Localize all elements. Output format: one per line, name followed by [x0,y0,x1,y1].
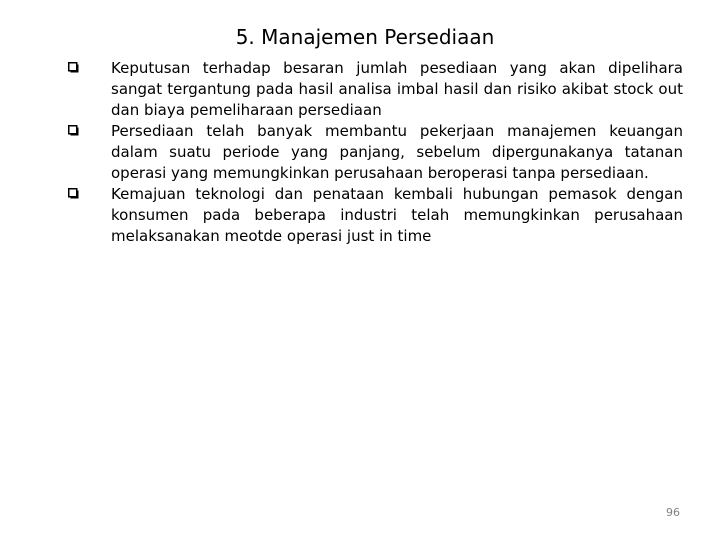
bullet-item [0,58,720,121]
bullet-item [0,121,720,184]
bullet-text: Persediaan telah banyak membantu pekerjaan manajemen keuangan dalam suatu periode yang panjang, sebelum dipergunakanya tatanan operasi yang memungkinkan perusahaan beroperasi tanpa persediaan. [111,122,683,182]
bullet-item [0,184,720,247]
bullet-text: Kemajuan teknologi dan penataan kembali hubungan pemasok dengan konsumen pada beberapa industri telah memungkinkan perusahaan melaksanakan meotde operasi just in time [111,185,683,245]
hollow-square-bullet-icon [68,188,79,199]
hollow-square-bullet-icon [68,62,79,73]
hollow-square-bullet-icon [68,125,79,136]
bullet-text: Keputusan terhadap besaran jumlah pesediaan yang akan dipelihara sangat tergantung pada hasil analisa imbal hasil dan risiko akibat stock out dan biaya pemeliharaan persediaan [111,59,683,119]
bullet-list [0,58,720,247]
slide-title: 5. Manajemen Persediaan [235,25,495,49]
page-number: 96 [666,506,680,519]
